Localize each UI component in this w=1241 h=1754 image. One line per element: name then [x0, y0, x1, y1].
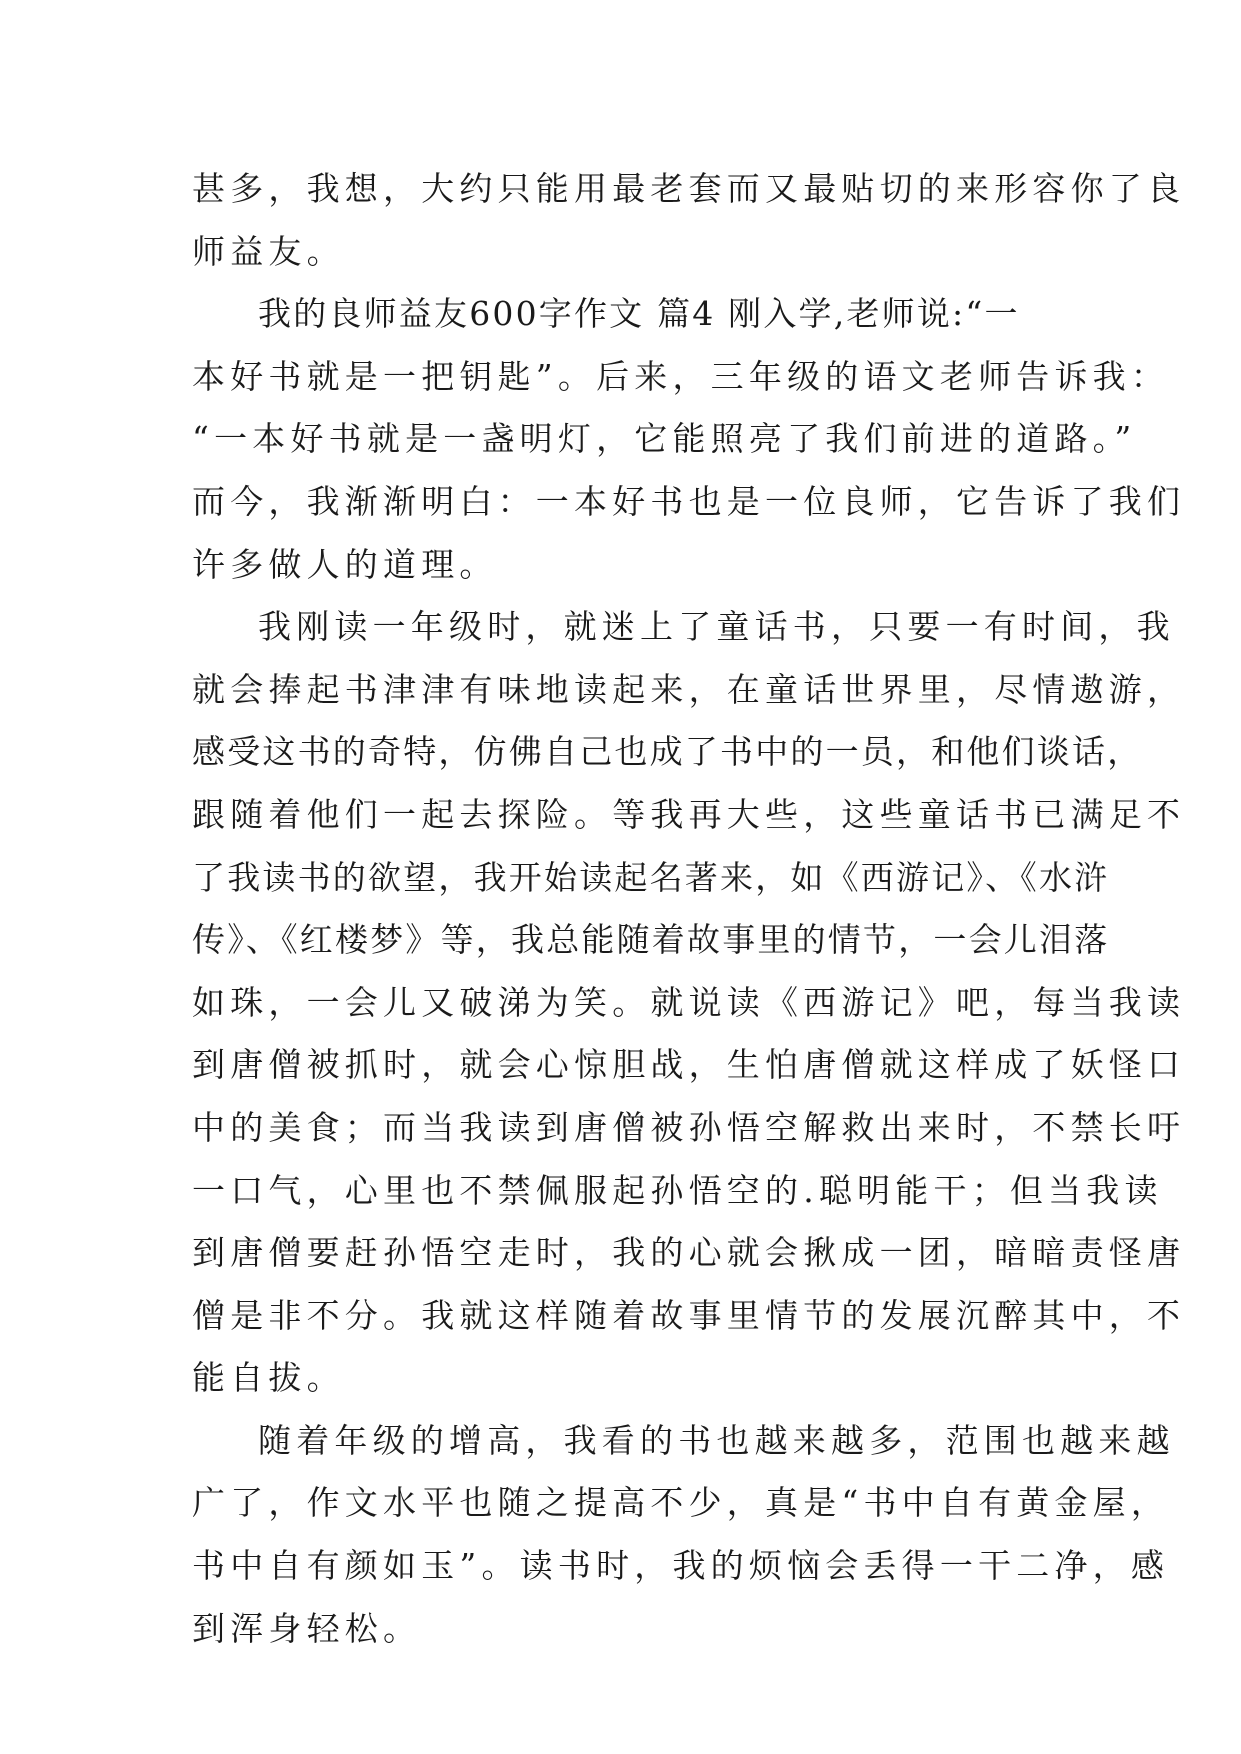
text-line: 僧是非不分。我就这样随着故事里情节的发展沉醉其中，不: [192, 1295, 1186, 1335]
text-line: 广了，作文水平也随之提高不少，真是“书中自有黄金屋，: [192, 1483, 1170, 1523]
section-heading-line: 我的良师益友600字作文 篇4 刚入学,老师说:“一: [258, 294, 1020, 334]
text-line: 许多做人的道理。: [192, 544, 498, 584]
text-line: 传》、《红楼梦》等，我总能随着故事里的情节，一会儿泪落: [192, 920, 1110, 960]
essay-text: [192, 158, 1186, 1660]
text-line: 跟随着他们一起去探险。等我再大些，这些童话书已满足不: [192, 794, 1186, 834]
text-line: 感受这书的奇特，仿佛自己也成了书中的一员，和他们谈话，: [192, 732, 1143, 772]
text-line: 甚多，我想，大约只能用最老套而又最贴切的来形容你了良: [192, 169, 1186, 208]
text-line: 本好书就是一把钥匙”。后来，三年级的语文老师告诉我：: [192, 356, 1170, 396]
text-line: 一口气，心里也不禁佩服起孙悟空的.聪明能干；但当我读: [192, 1170, 1163, 1210]
text-line: 到浑身轻松。: [192, 1608, 422, 1648]
text-line: 到唐僧要赶孙悟空走时，我的心就会揪成一团，暗暗责怪唐: [192, 1233, 1186, 1273]
text-line: “一本好书就是一盏明灯，它能照亮了我们前进的道路。”: [192, 419, 1137, 459]
text-line: 书中自有颜如玉”。读书时，我的烦恼会丢得一干二净，感: [192, 1546, 1170, 1586]
text-line: 师益友。: [192, 231, 345, 271]
text-line: 而今，我渐渐明白：一本好书也是一位良师，它告诉了我们: [192, 481, 1186, 521]
text-line: 如珠，一会儿又破涕为笑。就说读《西游记》吧，每当我读: [192, 982, 1186, 1022]
text-line: 了我读书的欲望，我开始读起名著来，如《西游记》、《水浒: [192, 857, 1110, 897]
paragraph-start-line: 我刚读一年级时，就迷上了童话书，只要一有时间，我: [258, 607, 1175, 647]
paragraph-start-line: 随着年级的增高，我看的书也越来越多，范围也越来越: [258, 1420, 1175, 1460]
text-line: 能自拔。: [192, 1358, 345, 1398]
text-line: 中的美食；而当我读到唐僧被孙悟空解救出来时，不禁长吁: [192, 1107, 1186, 1147]
text-line: 到唐僧被抓时，就会心惊胆战，生怕唐僧就这样成了妖怪口: [192, 1045, 1186, 1085]
text-line: 就会捧起书津津有味地读起来，在童话世界里，尽情遨游，: [192, 669, 1186, 709]
